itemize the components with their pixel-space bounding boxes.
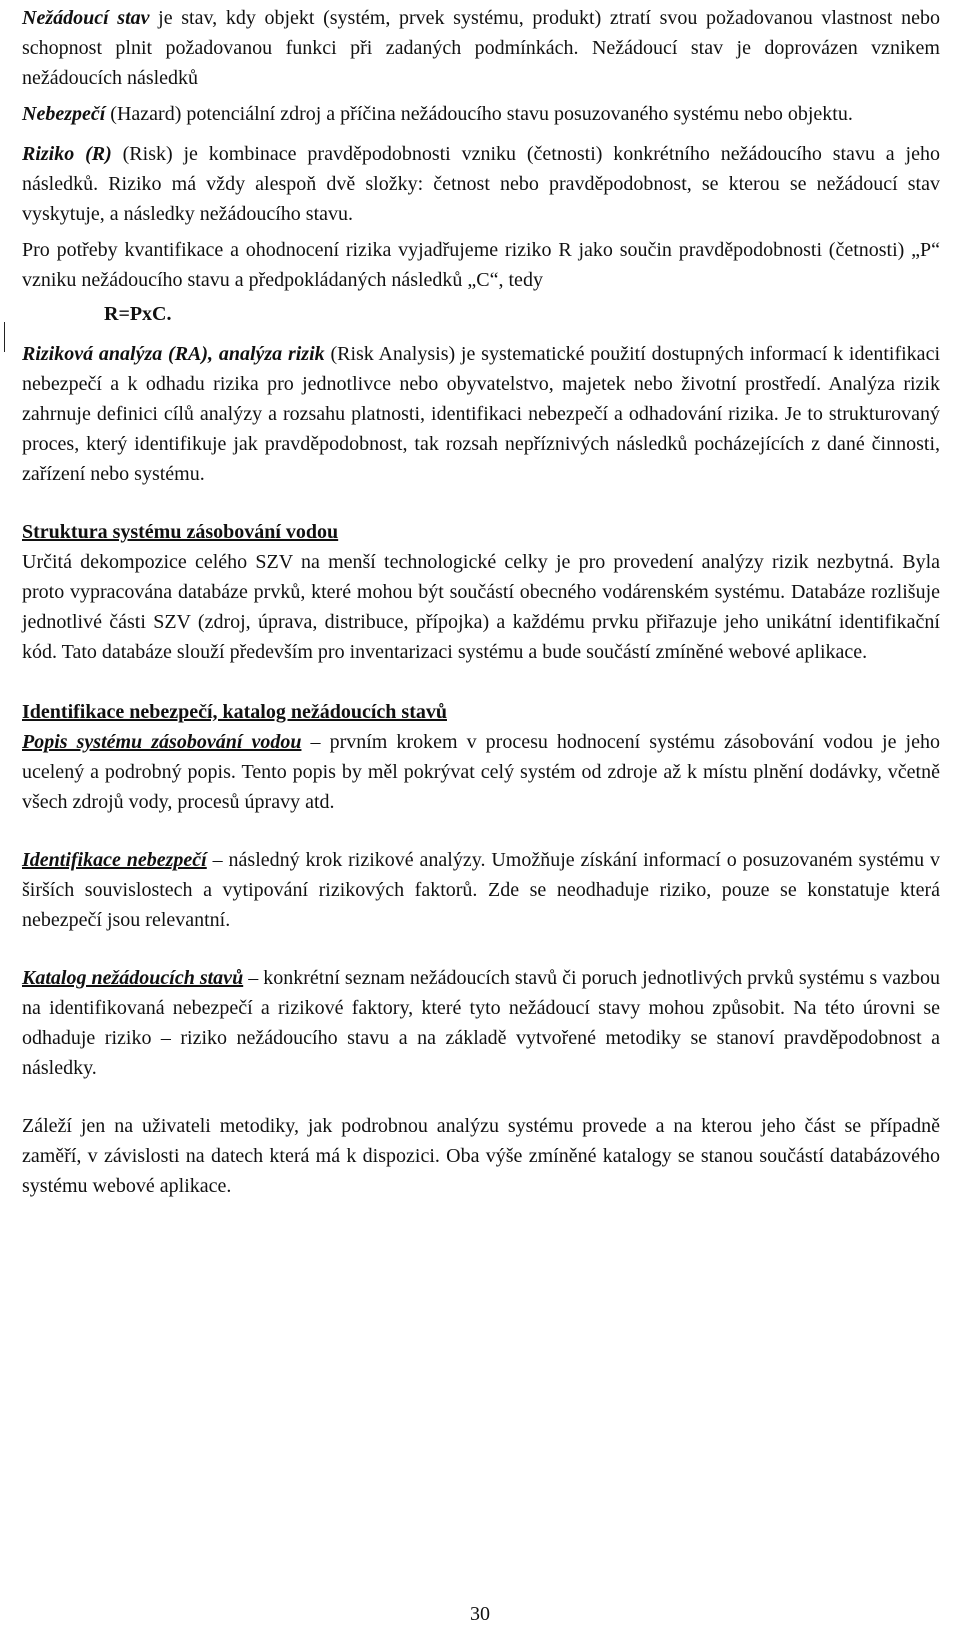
page-number: 30 (470, 1603, 490, 1625)
item-popis-systemu (22, 727, 940, 817)
paragraph-text: Pro potřeby kvantifikace a ohodnocení rizika vyjadřujeme riziko R jako součin pravděpodobnosti (četnosti) „P“ vzniku nežádoucího stavu a předpokládaných následků „C“, tedy (22, 239, 940, 291)
definition-text: je stav, kdy objekt (systém, prvek systému, produkt) ztratí svou požadovanou vlastnost nebo schopnost plnit požadovanou funkci při zadaných podmínkách. Nežádoucí stav je doprovázen vznikem nežádoucích následků (22, 7, 940, 89)
term-popis-systemu: Popis systému zásobování vodou (22, 731, 302, 753)
definition-text: (Hazard) potenciální zdroj a příčina nežádoucího stavu posuzovaného systému nebo objektu. (105, 103, 853, 125)
document-page (22, 0, 940, 1201)
risk-quantification-paragraph (22, 235, 940, 295)
item-identifikace-nebezpeci (22, 845, 940, 935)
term-nezadouci-stav: Nežádoucí stav (22, 7, 150, 29)
closing-paragraph: Záleží jen na uživateli metodiky, jak podrobnou analýzu systému provede a na kterou jeho část se případně zaměří, v závislosti na datech která má k dispozici. Oba výše zmíněné katalogy se stanou součástí databázového systému webové aplikace. (22, 1115, 940, 1197)
term-identifikace-nebezpeci: Identifikace nebezpečí (22, 849, 207, 871)
term-nebezpeci: Nebezpečí (22, 103, 106, 125)
item-text: – prvním krokem v procesu hodnocení systému zásobování vodou je jeho ucelený a podrobný popis. Tento popis by měl pokrývat celý systém od zdroje až k místu plnění dodávky, včetně všech zdrojů vody, procesů úpravy atd. (22, 731, 940, 813)
definition-nebezpeci (22, 99, 940, 129)
risk-formula: R=PxC. (104, 303, 172, 325)
definition-rizikova-analyza (22, 339, 940, 489)
term-rizikova-analyza: Riziková analýza (RA), analýza rizik (22, 343, 325, 365)
definition-text: (Risk) je kombinace pravděpodobnosti vzniku (četnosti) konkrétního nežádoucího stavu a jeho následků. Riziko má vždy alespoň dvě složky: četnost nebo pravděpodobnost, se kterou se nežádoucí stav vyskytuje, a následky nežádoucího stavu. (22, 143, 940, 225)
item-katalog-nezadoucich-stavu (22, 963, 940, 1083)
section-struktura-text: Určitá dekompozice celého SZV na menší technologické celky je pro provedení analýzy rizik nezbytná. Byla proto vypracována databáze prvků, které mohou být součástí obecného vodárenském systému. Databáze rozlišuje jednotlivé části SZV (zdroj, úprava, distribuce, přípojka) a každému prvku přiřazuje jeho unikátní identifikační kód. Tato databáze slouží především pro inventarizaci systému a bude součástí zmíněné webové aplikace. (22, 551, 940, 663)
term-riziko: Riziko (R) (22, 143, 112, 165)
definition-nezadouci-stav (22, 3, 940, 93)
revision-change-bar (4, 322, 5, 352)
definition-riziko (22, 139, 940, 229)
item-text: – následný krok rizikové analýzy. Umožňuje získání informací o posuzovaném systému v širších souvislostech a vytipování rizikových faktorů. Zde se neodhaduje riziko, pouze se konstatuje která nebezpečí jsou relevantní. (22, 849, 940, 931)
section-heading-identifikace: Identifikace nebezpečí, katalog nežádoucích stavů (22, 701, 447, 723)
section-heading-struktura: Struktura systému zásobování vodou (22, 521, 339, 543)
item-text: – konkrétní seznam nežádoucích stavů či poruch jednotlivých prvků systému s vazbou na identifikovaná nebezpečí a rizikové faktory, které tyto nežádoucí stavy mohou způsobit. Na této úrovni se odhaduje riziko – riziko nežádoucího stavu a na základě vytvořené metodiky se stanoví pravděpodobnost a následky. (22, 967, 940, 1079)
definition-text: (Risk Analysis) je systematické použití dostupných informací k identifikaci nebezpečí a k odhadu rizika pro jednotlivce nebo obyvatelstvo, majetek nebo životní prostředí. Analýza rizik zahrnuje definici cílů analýzy a rozsahu platnosti, identifikaci nebezpečí a odhadování rizika. Je to strukturovaný proces, který identifikuje jak pravděpodobnost, tak rozsah nepříznivých následků pocházejících z dané činnosti, zařízení nebo systému. (22, 343, 940, 485)
term-katalog-nezadoucich-stavu: Katalog nežádoucích stavů (22, 967, 244, 989)
